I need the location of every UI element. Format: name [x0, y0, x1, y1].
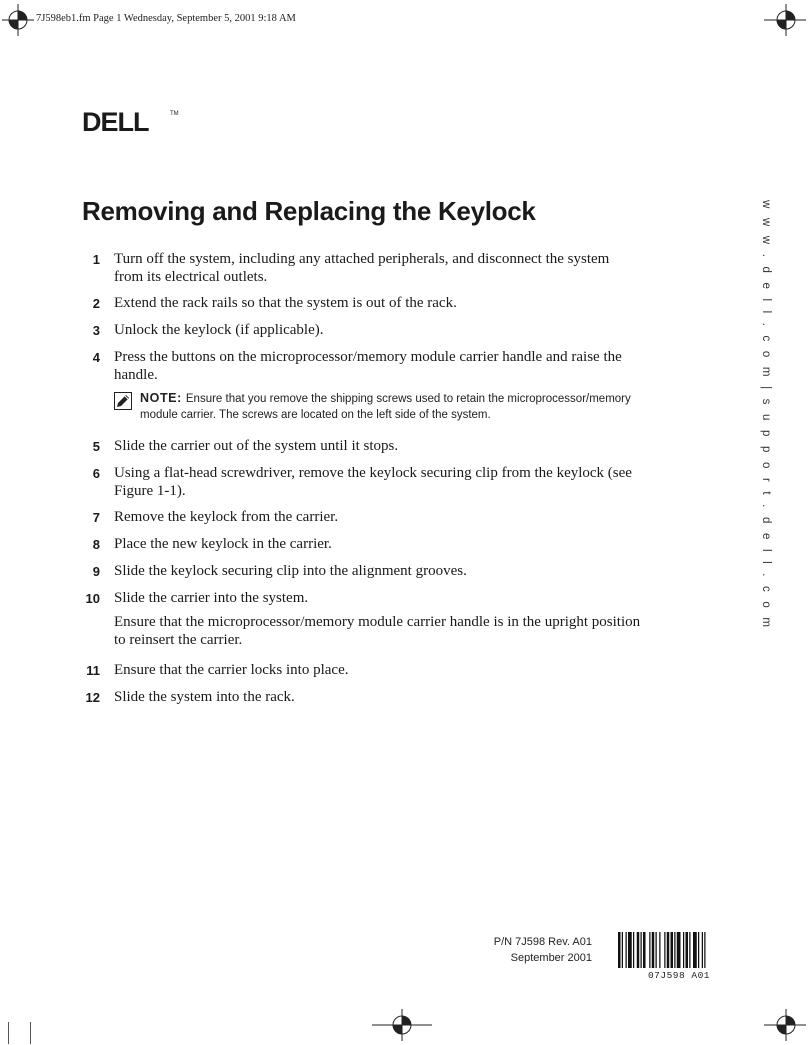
step-number: 7	[92, 510, 100, 525]
step-number: 5	[92, 439, 100, 454]
crop-mark-bottom-left-inner	[30, 1022, 31, 1044]
barcode-bar	[652, 932, 655, 968]
step-number: 1	[92, 252, 100, 267]
list-item	[82, 535, 642, 554]
page-title: Removing and Replacing the Keylock	[82, 196, 536, 226]
note-pencil-icon	[114, 390, 138, 423]
list-item	[82, 661, 642, 680]
step-number: 4	[92, 350, 100, 365]
barcode-bar	[704, 932, 705, 968]
barcode-bar	[667, 932, 670, 968]
step-number: 11	[86, 663, 100, 678]
barcode-bar	[702, 932, 703, 968]
barcode-bar	[641, 932, 642, 968]
barcode-bar	[664, 932, 665, 968]
barcode-bar	[626, 932, 627, 968]
barcode-bar	[618, 932, 621, 968]
step-text: Remove the keylock from the carrier.	[114, 509, 339, 525]
barcode-bar	[674, 932, 675, 968]
barcode-bar	[677, 932, 681, 968]
dell-logo-text: DELL	[82, 107, 149, 136]
step-followup-text: Ensure that the microprocessor/memory module carrier handle is in the upright position to reinsert the carrier.	[114, 614, 641, 648]
barcode-bar	[671, 932, 674, 968]
list-item	[82, 688, 642, 707]
step-text: Slide the system into the rack.	[114, 689, 295, 705]
step-number: 10	[85, 591, 100, 606]
barcode-bar	[643, 932, 646, 968]
list-item	[82, 589, 642, 653]
trademark-symbol: TM	[170, 111, 179, 117]
registration-mark-bottom-right-icon	[760, 1008, 808, 1042]
list-item	[82, 321, 642, 340]
part-number: P/N 7J598 Rev. A01	[493, 936, 592, 948]
step-number: 2	[92, 296, 100, 311]
barcode-bar	[683, 932, 684, 968]
step-text: Press the buttons on the microprocessor/memory module carrier handle and raise the handle.	[114, 349, 622, 383]
step-text: Unlock the keylock (if applicable).	[114, 322, 324, 338]
barcode	[618, 932, 740, 970]
side-url-text: w w w . d e l l . c o m | s u p p o r t . d e l l . c o m	[760, 200, 772, 631]
note-block	[114, 390, 642, 423]
registration-mark-bottom-center-icon	[370, 1008, 434, 1042]
barcode-bar	[689, 932, 690, 968]
step-text: Using a flat-head screwdriver, remove the keylock securing clip from the keylock (see Figure 1-1).	[114, 465, 632, 499]
file-info-line: 7J598eb1.fm Page 1 Wednesday, September 5, 2001 9:18 AM	[36, 13, 296, 24]
footer-part-info	[440, 934, 592, 966]
list-item	[82, 250, 642, 286]
barcode-bar	[693, 932, 697, 968]
barcode-bar	[686, 932, 689, 968]
list-item	[82, 464, 642, 500]
barcode-bar	[637, 932, 640, 968]
registration-mark-top-right-icon	[760, 3, 808, 43]
step-text: Turn off the system, including any attached peripherals, and disconnect the system from its electrical outlets.	[114, 251, 610, 285]
step-number: 9	[92, 564, 100, 579]
barcode-bar	[649, 932, 650, 968]
step-text: Slide the carrier out of the system until it stops.	[114, 438, 399, 454]
registration-mark-top-left-icon	[0, 3, 40, 43]
list-item	[82, 294, 642, 313]
barcode-text: 07J598 A01	[647, 970, 710, 981]
barcode-bar	[656, 932, 657, 968]
barcode-bar	[698, 932, 699, 968]
list-item	[82, 508, 642, 527]
publication-date: September 2001	[510, 952, 592, 964]
step-number: 8	[92, 537, 100, 552]
note-body: Ensure that you remove the shipping screws used to retain the microprocessor/memory module carrier. The screws are located on the left side of the system.	[140, 393, 631, 421]
step-text: Ensure that the carrier locks into place.	[114, 662, 349, 678]
crop-mark-bottom-left	[8, 1022, 9, 1044]
step-number: 3	[92, 323, 100, 338]
step-number: 12	[85, 690, 100, 705]
note-label: NOTE:	[140, 391, 182, 405]
barcode-bar	[633, 932, 634, 968]
step-number: 6	[92, 466, 100, 481]
step-text: Slide the keylock securing clip into the alignment grooves.	[114, 563, 467, 579]
list-item	[82, 437, 642, 456]
procedure-steps	[82, 250, 642, 715]
dell-logo	[82, 106, 182, 136]
list-item	[82, 562, 642, 581]
barcode-bar	[622, 932, 623, 968]
step-text: Place the new keylock in the carrier.	[114, 536, 332, 552]
barcode-bar	[659, 932, 660, 968]
step-text: Extend the rack rails so that the system is out of the rack.	[114, 295, 457, 311]
barcode-bar	[628, 932, 632, 968]
list-item	[82, 348, 642, 429]
step-text: Slide the carrier into the system.	[114, 590, 309, 606]
